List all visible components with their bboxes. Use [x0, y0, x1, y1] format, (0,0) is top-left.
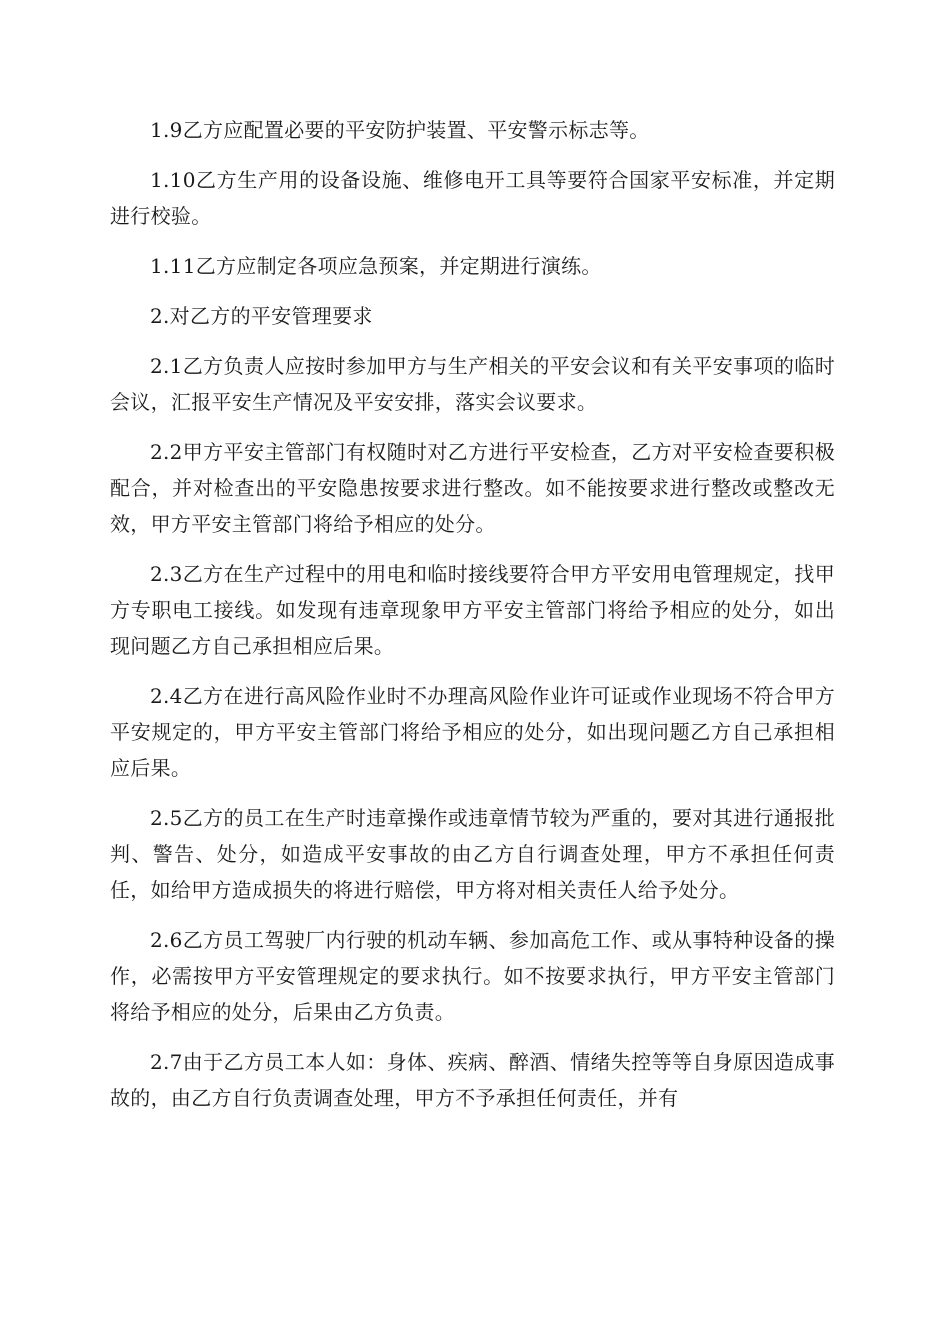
paragraph-1-10: 1.10乙方生产用的设备设施、维修电开工具等要符合国家平安标准，并定期进行校验。 [110, 168, 835, 228]
paragraph-2-7: 2.7由于乙方员工本人如：身体、疾病、醉酒、情绪失控等等自身原因造成事故的，由乙方自行负责调查处理，甲方不予承担任何责任，并有 [110, 1050, 835, 1110]
paragraph-2-2: 2.2甲方平安主管部门有权随时对乙方进行平安检查，乙方对平安检查要积极配合，并对检查出的平安隐患按要求进行整改。如不能按要求进行整改或整改无效，甲方平安主管部门将给予相应的处分。 [110, 440, 835, 536]
section-heading-2: 2.对乙方的平安管理要求 [150, 304, 373, 328]
paragraph-1-9: 1.9乙方应配置必要的平安防护装置、平安警示标志等。 [150, 118, 650, 142]
paragraph-2-4: 2.4乙方在进行高风险作业时不办理高风险作业许可证或作业现场不符合甲方平安规定的，甲方平安主管部门将给予相应的处分，如出现问题乙方自己承担相应后果。 [110, 684, 835, 780]
paragraph-2-1: 2.1乙方负责人应按时参加甲方与生产相关的平安会议和有关平安事项的临时会议，汇报平安生产情况及平安安排，落实会议要求。 [110, 354, 835, 414]
paragraph-2-3: 2.3乙方在生产过程中的用电和临时接线要符合甲方平安用电管理规定，找甲方专职电工接线。如发现有违章现象甲方平安主管部门将给予相应的处分，如出现问题乙方自己承担相应后果。 [110, 562, 835, 658]
paragraph-1-11: 1.11乙方应制定各项应急预案，并定期进行演练。 [150, 254, 602, 278]
paragraph-2-6: 2.6乙方员工驾驶厂内行驶的机动车辆、参加高危工作、或从事特种设备的操作，必需按甲方平安管理规定的要求执行。如不按要求执行，甲方平安主管部门将给予相应的处分，后果由乙方负责。 [110, 928, 835, 1024]
document-body [110, 112, 835, 1130]
paragraph-2-5: 2.5乙方的员工在生产时违章操作或违章情节较为严重的，要对其进行通报批判、警告、处分，如造成平安事故的由乙方自行调查处理，甲方不承担任何责任，如给甲方造成损失的将进行赔偿，甲方将对相关责任人给予处分。 [110, 806, 835, 902]
